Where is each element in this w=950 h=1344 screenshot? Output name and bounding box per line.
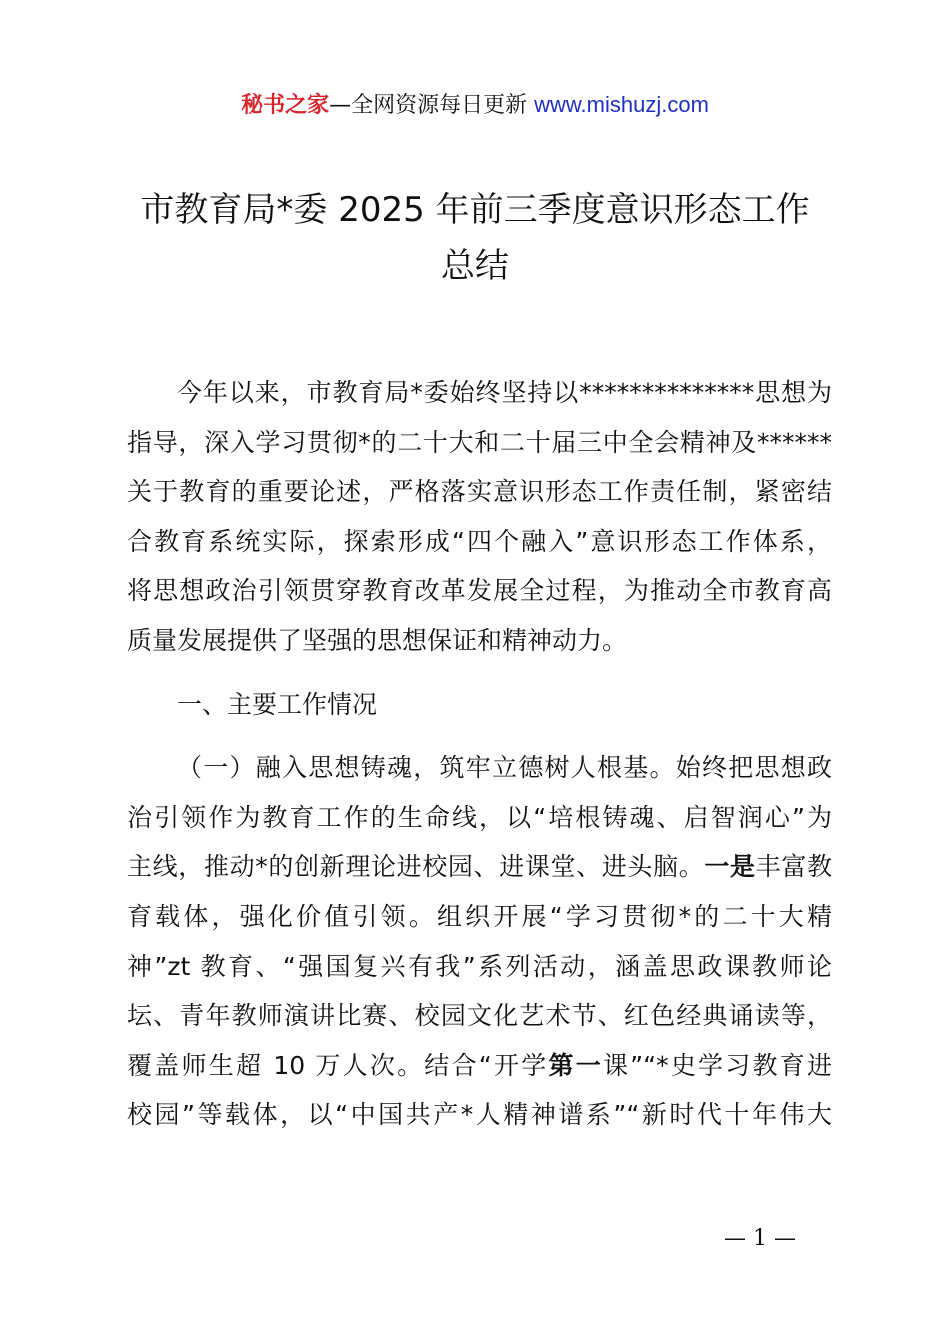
- paragraph-line: 坛、青年教师演讲比赛、校园文化艺术节、红色经典诵读等，: [127, 1001, 832, 1031]
- paragraph-line: 校园”等载体，以“中国共产*人精神谱系”“新时代十年伟大: [127, 1100, 832, 1130]
- title-line-2: 总结: [441, 246, 509, 286]
- site-brand: 秘书之家: [241, 93, 330, 118]
- site-banner: [0, 88, 950, 123]
- paragraph-line: [127, 842, 832, 892]
- line-segment: 覆盖师生超 10 万人次。结合“开学: [127, 1050, 549, 1080]
- paragraph-line: （一）融入思想铸魂，筑牢立德树人根基。始终把思想政: [177, 753, 832, 783]
- section-heading-text: 一、主要工作情况: [177, 689, 378, 719]
- paragraph-line: 神”zt 教育、“强国复兴有我”系列活动，涵盖思政课教师论: [127, 951, 832, 981]
- paragraph-line: 将思想政治引领贯穿教育改革发展全过程，为推动全市教育高: [127, 576, 832, 606]
- site-url-link[interactable]: www.mishuzj.com: [534, 92, 709, 117]
- bold-emphasis: 一是: [704, 852, 756, 882]
- line-segment: 丰富教: [755, 852, 832, 882]
- line-segment: 课”“*史学习教育进: [602, 1050, 832, 1080]
- paragraph-line: 治引领作为教育工作的生命线，以“培根铸魂、启智润心”为: [127, 802, 832, 832]
- section-heading: [127, 680, 832, 730]
- page-number: — 1 —: [724, 1226, 796, 1251]
- paragraph-line: 今年以来，市教育局*委始终坚持以**************思想为: [177, 378, 832, 407]
- paragraph-line: 合教育系统实际，探索形成“四个融入”意识形态工作体系，: [127, 526, 832, 556]
- intro-paragraph: [127, 368, 832, 666]
- paragraph-gap: [127, 666, 832, 680]
- document-title: [100, 182, 850, 294]
- paragraph-line: [127, 1041, 832, 1091]
- subsection-paragraph: [127, 743, 832, 1140]
- paragraph-line: 关于教育的重要论述，严格落实意识形态工作责任制，紧密结: [127, 477, 832, 507]
- title-line-1: 市教育局*委 2025 年前三季度意识形态工作: [140, 190, 810, 230]
- paragraph-gap: [127, 729, 832, 743]
- site-tagline: —全网资源每日更新: [329, 93, 535, 118]
- paragraph-line: 指导，深入学习贯彻*的二十大和二十届三中全会精神及******: [127, 427, 832, 457]
- document-body: [127, 368, 832, 1140]
- line-segment: 主线，推动*的创新理论进校园、进课堂、进头脑。: [127, 852, 705, 882]
- paragraph-line: 质量发展提供了坚强的思想保证和精神动力。: [127, 625, 628, 655]
- bold-emphasis: 第一: [548, 1050, 603, 1080]
- paragraph-line: 育载体，强化价值引领。组织开展“学习贯彻*的二十大精: [127, 901, 832, 931]
